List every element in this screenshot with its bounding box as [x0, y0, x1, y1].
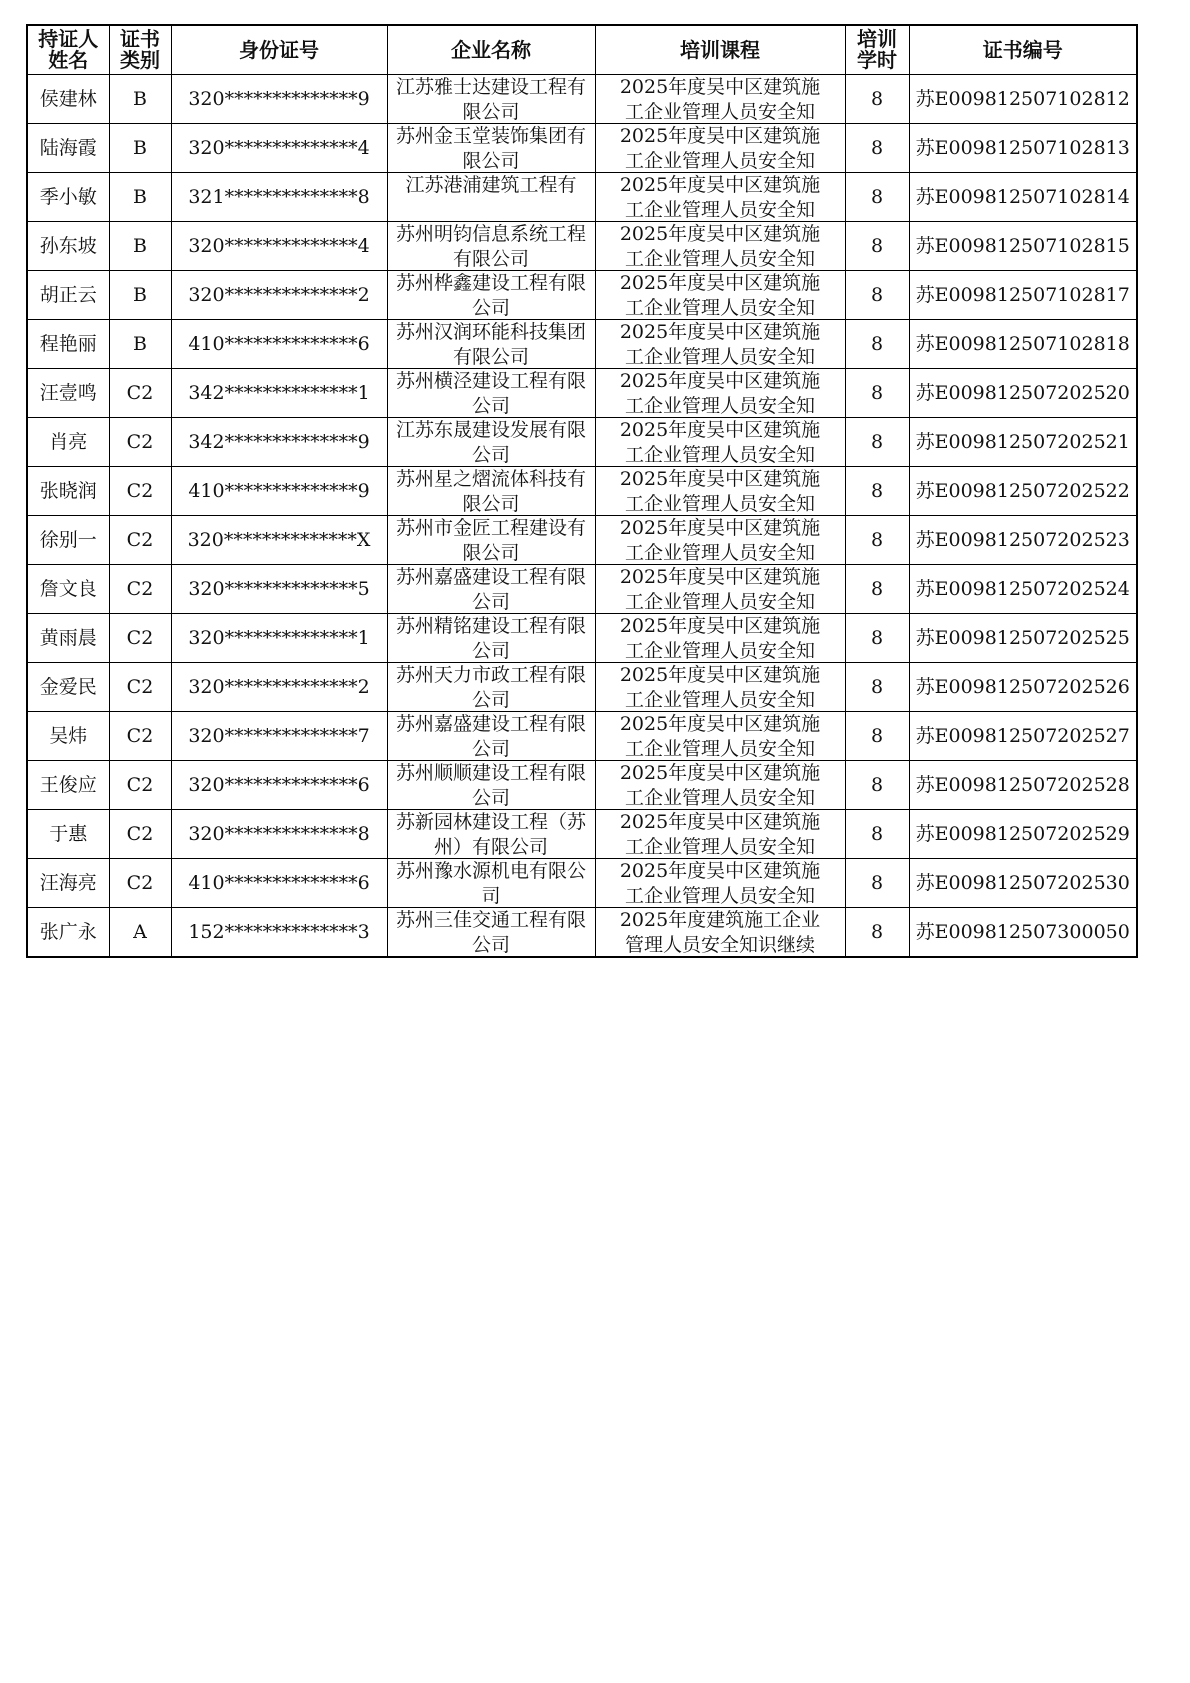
course-cell-text: 2025年度吴中区建筑施工企业管理人员安全知: [619, 76, 821, 123]
course-cell-clip: [596, 516, 845, 564]
course-cell-text: 2025年度吴中区建筑施工企业管理人员安全知: [619, 517, 821, 564]
hours-cell: 8: [845, 75, 909, 124]
header-cert-type: [109, 25, 171, 75]
cert-number-cell: 苏E009812507202520: [909, 369, 1137, 418]
id-number-cell: 320**************X: [171, 516, 387, 565]
course-cell: [595, 516, 845, 565]
company-cell: [387, 75, 595, 124]
cert-type-cell: C2: [109, 516, 171, 565]
company-cell-text: 苏州明钧信息系统工程有限公司: [396, 223, 587, 270]
table-row: [27, 467, 1137, 516]
table-row: [27, 320, 1137, 369]
table-row: [27, 124, 1137, 173]
company-cell: [387, 614, 595, 663]
holder-name-cell: 肖亮: [27, 418, 109, 467]
course-cell-clip: [596, 222, 845, 270]
company-cell: [387, 418, 595, 467]
id-number-cell: 320**************5: [171, 565, 387, 614]
table-row: [27, 222, 1137, 271]
id-number-cell: 320**************2: [171, 663, 387, 712]
course-cell-clip: [596, 173, 845, 221]
company-cell: [387, 124, 595, 173]
hours-cell: 8: [845, 908, 909, 958]
company-cell-clip: [388, 712, 595, 760]
course-cell: [595, 369, 845, 418]
table-header: [27, 25, 1137, 75]
hours-cell: 8: [845, 712, 909, 761]
hours-cell: 8: [845, 810, 909, 859]
holder-name-cell: 陆海霞: [27, 124, 109, 173]
table-row: [27, 516, 1137, 565]
header-course: 培训课程: [595, 25, 845, 75]
holder-name-cell: 孙东坡: [27, 222, 109, 271]
id-number-cell: 410**************6: [171, 859, 387, 908]
company-cell-clip: [388, 565, 595, 613]
course-cell-text: 2025年度吴中区建筑施工企业管理人员安全知: [619, 223, 821, 270]
table-row: [27, 761, 1137, 810]
header-cert-number: 证书编号: [909, 25, 1137, 75]
holder-name-cell: 徐别一: [27, 516, 109, 565]
company-cell-text: 苏州星之熠流体科技有限公司: [396, 468, 587, 515]
company-cell-text: 苏州嘉盛建设工程有限公司: [396, 713, 587, 760]
id-number-cell: 342**************9: [171, 418, 387, 467]
cert-number-cell: 苏E009812507202521: [909, 418, 1137, 467]
company-cell: [387, 565, 595, 614]
cert-type-cell: C2: [109, 369, 171, 418]
company-cell: [387, 320, 595, 369]
cert-number-cell: 苏E009812507102812: [909, 75, 1137, 124]
course-cell-clip: [596, 810, 845, 858]
cert-type-cell: B: [109, 271, 171, 320]
company-cell-text: 苏州天力市政工程有限公司: [396, 664, 587, 711]
company-cell-text: 苏州嘉盛建设工程有限公司: [396, 566, 587, 613]
table-row: [27, 75, 1137, 124]
company-cell: [387, 859, 595, 908]
holder-name-cell: 金爱民: [27, 663, 109, 712]
course-cell: [595, 614, 845, 663]
cert-number-cell: 苏E009812507202525: [909, 614, 1137, 663]
hours-cell: 8: [845, 369, 909, 418]
company-cell: [387, 908, 595, 958]
course-cell-text: 2025年度吴中区建筑施工企业管理人员安全知: [619, 125, 821, 172]
hours-cell: 8: [845, 271, 909, 320]
header-hours-label: 培训学时: [857, 27, 897, 72]
company-cell-clip: [388, 761, 595, 809]
company-cell-text: 苏州金玉堂装饰集团有限公司: [396, 125, 587, 172]
holder-name-cell: 詹文良: [27, 565, 109, 614]
id-number-cell: 342**************1: [171, 369, 387, 418]
company-cell: [387, 369, 595, 418]
course-cell: [595, 565, 845, 614]
hours-cell: 8: [845, 565, 909, 614]
hours-cell: 8: [845, 761, 909, 810]
cert-type-cell: C2: [109, 859, 171, 908]
id-number-cell: 320**************6: [171, 761, 387, 810]
course-cell-text: 2025年度吴中区建筑施工企业管理人员安全知: [619, 566, 821, 613]
cert-number-cell: 苏E009812507102815: [909, 222, 1137, 271]
cert-type-cell: C2: [109, 418, 171, 467]
holder-name-cell: 汪海亮: [27, 859, 109, 908]
hours-cell: 8: [845, 614, 909, 663]
cert-type-cell: C2: [109, 614, 171, 663]
holder-name-cell: 汪壹鸣: [27, 369, 109, 418]
holder-name-cell: 胡正云: [27, 271, 109, 320]
cert-number-cell: 苏E009812507300050: [909, 908, 1137, 958]
course-cell: [595, 663, 845, 712]
holder-name-cell: 侯建林: [27, 75, 109, 124]
course-cell-clip: [596, 908, 845, 956]
cert-type-cell: C2: [109, 712, 171, 761]
cert-number-cell: 苏E009812507102818: [909, 320, 1137, 369]
table-row: [27, 614, 1137, 663]
course-cell-text: 2025年度吴中区建筑施工企业管理人员安全知: [619, 615, 821, 662]
cert-type-cell: B: [109, 320, 171, 369]
id-number-cell: 320**************2: [171, 271, 387, 320]
hours-cell: 8: [845, 418, 909, 467]
table-row: [27, 173, 1137, 222]
company-cell-clip: [388, 663, 595, 711]
company-cell-text: 苏州三佳交通工程有限公司: [396, 909, 587, 956]
cert-type-cell: C2: [109, 810, 171, 859]
hours-cell: 8: [845, 222, 909, 271]
company-cell-text: 苏新园林建设工程（苏州）有限公司: [396, 811, 587, 858]
company-cell: [387, 173, 595, 222]
company-cell-clip: [388, 859, 595, 907]
cert-type-cell: C2: [109, 663, 171, 712]
course-cell-text: 2025年度吴中区建筑施工企业管理人员安全知: [619, 321, 821, 368]
table-row: [27, 712, 1137, 761]
cert-type-cell: B: [109, 124, 171, 173]
company-cell-text: 苏州横泾建设工程有限公司: [396, 370, 587, 417]
course-cell-text: 2025年度吴中区建筑施工企业管理人员安全知: [619, 272, 821, 319]
cert-type-cell: B: [109, 173, 171, 222]
course-cell-text: 2025年度吴中区建筑施工企业管理人员安全知: [619, 174, 821, 221]
holder-name-cell: 王俊应: [27, 761, 109, 810]
cert-type-cell: C2: [109, 761, 171, 810]
company-cell-text: 苏州市金匠工程建设有限公司: [396, 517, 587, 564]
course-cell-text: 2025年度吴中区建筑施工企业管理人员安全知: [619, 811, 821, 858]
hours-cell: 8: [845, 516, 909, 565]
holder-name-cell: 张晓润: [27, 467, 109, 516]
course-cell-clip: [596, 467, 845, 515]
header-company: 企业名称: [387, 25, 595, 75]
header-cert-type-label: 证书类别: [120, 27, 160, 72]
cert-number-cell: 苏E009812507202529: [909, 810, 1137, 859]
course-cell-clip: [596, 859, 845, 907]
course-cell: [595, 222, 845, 271]
course-cell-clip: [596, 124, 845, 172]
course-cell-text: 2025年度吴中区建筑施工企业管理人员安全知: [619, 419, 821, 466]
course-cell-clip: [596, 565, 845, 613]
company-cell-clip: [388, 124, 595, 172]
company-cell: [387, 663, 595, 712]
course-cell-clip: [596, 75, 845, 123]
hours-cell: 8: [845, 124, 909, 173]
cert-type-cell: A: [109, 908, 171, 958]
course-cell-clip: [596, 271, 845, 319]
course-cell: [595, 271, 845, 320]
company-cell: [387, 712, 595, 761]
course-cell-text: 2025年度吴中区建筑施工企业管理人员安全知: [619, 762, 821, 809]
cert-number-cell: 苏E009812507102817: [909, 271, 1137, 320]
table-row: [27, 271, 1137, 320]
table-body: [27, 75, 1137, 958]
certificate-roster-page: [26, 24, 1136, 958]
cert-type-cell: C2: [109, 565, 171, 614]
course-cell-text: 2025年度吴中区建筑施工企业管理人员安全知: [619, 713, 821, 760]
table-row: [27, 859, 1137, 908]
company-cell-text: 江苏港浦建筑工程有: [405, 174, 577, 196]
company-cell: [387, 467, 595, 516]
cert-number-cell: 苏E009812507102814: [909, 173, 1137, 222]
course-cell: [595, 320, 845, 369]
id-number-cell: 320**************7: [171, 712, 387, 761]
company-cell: [387, 222, 595, 271]
company-cell-clip: [388, 418, 595, 466]
cert-type-cell: B: [109, 222, 171, 271]
course-cell: [595, 810, 845, 859]
cert-number-cell: 苏E009812507102813: [909, 124, 1137, 173]
course-cell-text: 2025年度建筑施工企业管理人员安全知识继续: [619, 909, 821, 956]
id-number-cell: 320**************4: [171, 222, 387, 271]
course-cell-clip: [596, 418, 845, 466]
company-cell-clip: [388, 516, 595, 564]
course-cell-clip: [596, 761, 845, 809]
course-cell-clip: [596, 369, 845, 417]
table-row: [27, 663, 1137, 712]
course-cell-text: 2025年度吴中区建筑施工企业管理人员安全知: [619, 860, 821, 907]
company-cell-clip: [388, 810, 595, 858]
course-cell-text: 2025年度吴中区建筑施工企业管理人员安全知: [619, 370, 821, 417]
header-row: [27, 25, 1137, 75]
holder-name-cell: 张广永: [27, 908, 109, 958]
holder-name-cell: 季小敏: [27, 173, 109, 222]
id-number-cell: 320**************4: [171, 124, 387, 173]
company-cell-clip: [388, 614, 595, 662]
company-cell: [387, 761, 595, 810]
course-cell-clip: [596, 663, 845, 711]
course-cell-text: 2025年度吴中区建筑施工企业管理人员安全知: [619, 468, 821, 515]
course-cell: [595, 75, 845, 124]
id-number-cell: 320**************1: [171, 614, 387, 663]
table-row: [27, 369, 1137, 418]
company-cell-clip: [388, 908, 595, 956]
company-cell-text: 江苏东晟建设发展有限公司: [396, 419, 587, 466]
course-cell: [595, 467, 845, 516]
company-cell-clip: [388, 222, 595, 270]
hours-cell: 8: [845, 173, 909, 222]
holder-name-cell: 于惠: [27, 810, 109, 859]
holder-name-cell: 黄雨晨: [27, 614, 109, 663]
cert-number-cell: 苏E009812507202527: [909, 712, 1137, 761]
course-cell: [595, 173, 845, 222]
cert-number-cell: 苏E009812507202523: [909, 516, 1137, 565]
company-cell-clip: [388, 467, 595, 515]
header-holder-name-label: 持证人姓名: [38, 27, 99, 72]
cert-number-cell: 苏E009812507202522: [909, 467, 1137, 516]
header-id-number: 身份证号: [171, 25, 387, 75]
cert-type-cell: B: [109, 75, 171, 124]
course-cell: [595, 761, 845, 810]
course-cell: [595, 124, 845, 173]
hours-cell: 8: [845, 663, 909, 712]
table-row: [27, 565, 1137, 614]
id-number-cell: 320**************9: [171, 75, 387, 124]
company-cell-clip: [388, 75, 595, 123]
company-cell-text: 江苏雅士达建设工程有限公司: [396, 76, 587, 123]
course-cell: [595, 908, 845, 958]
id-number-cell: 152**************3: [171, 908, 387, 958]
cert-number-cell: 苏E009812507202528: [909, 761, 1137, 810]
course-cell: [595, 712, 845, 761]
table-row: [27, 810, 1137, 859]
id-number-cell: 410**************6: [171, 320, 387, 369]
course-cell-text: 2025年度吴中区建筑施工企业管理人员安全知: [619, 664, 821, 711]
cert-number-cell: 苏E009812507202530: [909, 859, 1137, 908]
course-cell: [595, 418, 845, 467]
certificate-roster-table: [26, 24, 1138, 958]
company-cell: [387, 516, 595, 565]
hours-cell: 8: [845, 467, 909, 516]
company-cell-text: 苏州汉润环能科技集团有限公司: [396, 321, 587, 368]
header-holder-name: [27, 25, 109, 75]
course-cell-clip: [596, 320, 845, 368]
company-cell-text: 苏州桦鑫建设工程有限公司: [396, 272, 587, 319]
header-hours: [845, 25, 909, 75]
company-cell: [387, 271, 595, 320]
company-cell-text: 苏州顺顺建设工程有限公司: [396, 762, 587, 809]
company-cell: [387, 810, 595, 859]
company-cell-clip: [388, 271, 595, 319]
id-number-cell: 321**************8: [171, 173, 387, 222]
course-cell-clip: [596, 712, 845, 760]
cert-number-cell: 苏E009812507202526: [909, 663, 1137, 712]
company-cell-text: 苏州精铭建设工程有限公司: [396, 615, 587, 662]
course-cell-clip: [596, 614, 845, 662]
table-row: [27, 418, 1137, 467]
company-cell-clip: [388, 369, 595, 417]
id-number-cell: 410**************9: [171, 467, 387, 516]
company-cell-text: 苏州豫水源机电有限公司: [396, 860, 587, 907]
hours-cell: 8: [845, 859, 909, 908]
hours-cell: 8: [845, 320, 909, 369]
cert-type-cell: C2: [109, 467, 171, 516]
holder-name-cell: 吴炜: [27, 712, 109, 761]
course-cell: [595, 859, 845, 908]
holder-name-cell: 程艳丽: [27, 320, 109, 369]
id-number-cell: 320**************8: [171, 810, 387, 859]
company-cell-clip: [388, 173, 595, 221]
cert-number-cell: 苏E009812507202524: [909, 565, 1137, 614]
company-cell-clip: [388, 320, 595, 368]
table-row: [27, 908, 1137, 958]
